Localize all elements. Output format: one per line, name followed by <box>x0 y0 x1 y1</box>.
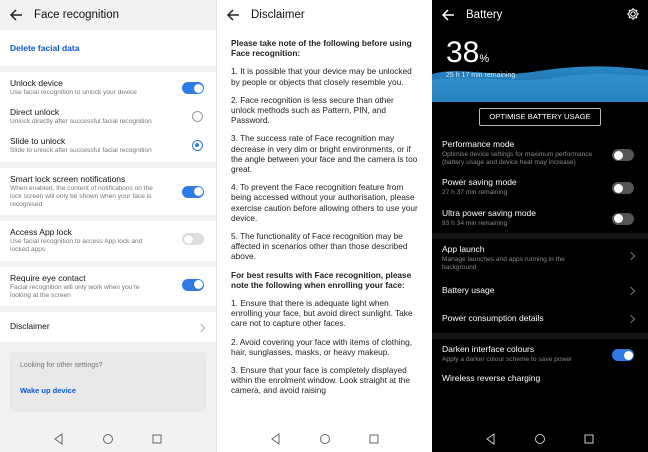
ultra-power-saving-label: Ultra power saving mode <box>442 207 537 218</box>
back-arrow-icon[interactable] <box>8 7 24 23</box>
nav-recents-icon[interactable] <box>368 433 380 445</box>
best-results-heading: For best results with Face recognition, please note the following when enrolling your face: <box>231 269 412 290</box>
disclaimer-row[interactable] <box>0 312 216 342</box>
app-lock-row[interactable] <box>0 221 216 260</box>
direct-unlock-label: Direct unlock <box>10 107 60 118</box>
direct-unlock-row[interactable] <box>0 103 216 132</box>
ultra-power-saving-toggle[interactable] <box>612 213 634 225</box>
nav-home-icon[interactable] <box>102 433 114 445</box>
page-title: Disclaimer <box>251 9 305 21</box>
disclaimer-screen <box>216 0 432 452</box>
battery-header <box>432 0 648 30</box>
unlock-device-row[interactable] <box>0 72 216 103</box>
eye-contact-row[interactable] <box>0 267 216 306</box>
nav-bar <box>217 426 432 452</box>
battery-screen <box>432 0 648 452</box>
direct-unlock-desc: Unlock directly after successful facial recognition <box>10 118 152 126</box>
battery-percent-value: 38 <box>446 36 480 69</box>
darken-colours-desc: Apply a darker colour scheme to save power <box>442 356 573 364</box>
wake-up-device-link[interactable]: Wake up device <box>20 386 76 396</box>
power-saving-desc: 27 h 37 min remaining <box>442 189 508 197</box>
eye-contact-desc: Facial recognition will only work when you're looking at the screen <box>10 283 140 299</box>
nav-back-icon[interactable] <box>53 433 65 445</box>
optimise-battery-button[interactable]: OPTIMISE BATTERY USAGE <box>479 108 601 126</box>
app-lock-toggle[interactable] <box>182 233 204 245</box>
slide-unlock-label: Slide to unlock <box>10 136 66 147</box>
wireless-reverse-row[interactable] <box>432 369 648 390</box>
gear-icon[interactable] <box>626 7 640 21</box>
disclaimer-label: Disclaimer <box>10 321 50 332</box>
battery-usage-label: Battery usage <box>442 285 495 296</box>
face-header <box>0 0 216 30</box>
battery-usage-row[interactable] <box>432 277 648 305</box>
slide-unlock-desc: Slide to unlock after successful facial recognition <box>10 147 152 155</box>
nav-recents-icon[interactable] <box>583 433 595 445</box>
best-results-item: 3. Ensure that your face is completely displayed within the enrolment window. Look straight at the camera, and avoid raising <box>231 365 410 396</box>
battery-remaining: 25 h 17 min remaining <box>446 72 516 79</box>
best-results-item: 1. Ensure that there is adequate light when enrolling your face, but avoid direct sunlight. Take care not to capture other faces. <box>231 298 413 329</box>
performance-mode-label: Performance mode <box>442 139 515 149</box>
other-settings-question: Looking for other settings? <box>20 362 103 370</box>
nav-home-icon[interactable] <box>319 433 331 445</box>
disclaimer-body <box>217 30 432 396</box>
unlock-device-toggle[interactable] <box>182 82 204 94</box>
nav-back-icon[interactable] <box>270 433 282 445</box>
darken-colours-row[interactable] <box>432 339 648 369</box>
power-saving-toggle[interactable] <box>612 182 634 194</box>
battery-level-display <box>432 30 648 102</box>
power-details-label: Power consumption details <box>442 313 544 324</box>
disclaimer-item: 3. The success rate of Face recognition may decrease in very dim or bright environments, or if the angle between your face and the camera is too great. <box>231 133 418 175</box>
eye-contact-toggle[interactable] <box>182 279 204 291</box>
app-launch-label: App launch <box>442 243 485 254</box>
back-arrow-icon[interactable] <box>225 7 241 23</box>
smart-lock-row[interactable] <box>0 168 216 216</box>
app-launch-desc: Manage launches and apps running in the background <box>442 255 565 272</box>
unlock-device-desc: Use facial recognition to unlock your device <box>10 89 137 96</box>
smart-lock-toggle[interactable] <box>182 186 204 198</box>
disclaimer-intro: Please take note of the following before using Face recognition: <box>231 38 412 59</box>
other-settings-box <box>10 352 206 412</box>
power-saving-row[interactable] <box>432 172 648 202</box>
power-details-row[interactable] <box>432 305 648 333</box>
battery-percent <box>446 36 489 70</box>
page-title: Face recognition <box>34 9 120 21</box>
disclaimer-item: 4. To prevent the Face recognition feature from being accessed without your authorisation, please exercise caution before allowing others to use your device. <box>231 182 418 223</box>
darken-colours-toggle[interactable] <box>612 349 634 361</box>
unlock-device-label: Unlock device <box>10 78 63 88</box>
page-title: Battery <box>466 9 503 21</box>
nav-bar <box>0 426 216 452</box>
power-saving-label: Power saving mode <box>442 177 517 188</box>
delete-facial-data-link[interactable]: Delete facial data <box>10 43 80 53</box>
nav-back-icon[interactable] <box>485 433 497 445</box>
eye-contact-label: Require eye contact <box>10 272 86 283</box>
smart-lock-label: Smart lock screen notifications <box>10 173 126 184</box>
ultra-power-saving-row[interactable] <box>432 203 648 233</box>
app-lock-desc: Use facial recognition to access App lock and locked apps <box>10 238 143 254</box>
battery-percent-sign: % <box>479 53 490 65</box>
disclaimer-header <box>217 0 432 30</box>
disclaimer-item: 1. It is possible that your device may be unlocked by people or objects that closely resemble you. <box>231 66 412 87</box>
face-recognition-screen <box>0 0 216 452</box>
wireless-reverse-label: Wireless reverse charging <box>442 373 541 384</box>
back-arrow-icon[interactable] <box>440 7 456 23</box>
disclaimer-item: 5. The functionality of Face recognition may be affected in scenarios other than those described above. <box>231 231 408 262</box>
app-launch-row[interactable] <box>432 239 648 277</box>
best-results-item: 2. Avoid covering your face with items of clothing, hair, sunglasses, masks, or heavy makeup. <box>231 336 413 357</box>
slide-unlock-row[interactable] <box>0 132 216 161</box>
performance-mode-row[interactable] <box>432 134 648 172</box>
delete-facial-data-row[interactable] <box>0 30 216 66</box>
nav-bar <box>432 426 648 452</box>
performance-mode-desc: Optimise device settings for maximum performance (battery usage and device heat may increase) <box>442 151 593 167</box>
ultra-power-saving-desc: 93 h 34 min remaining <box>442 219 508 227</box>
nav-home-icon[interactable] <box>534 433 546 445</box>
app-lock-label: Access App lock <box>10 227 72 238</box>
performance-mode-toggle[interactable] <box>612 149 634 161</box>
smart-lock-desc: When enabled, the content of notifications on the lock screen will only be shown when your face is recognised <box>10 184 153 209</box>
disclaimer-item: 2. Face recognition is less secure than other unlock methods such as Pattern, PIN, and Password. <box>231 94 394 126</box>
darken-colours-label: Darken interface colours <box>442 344 535 355</box>
nav-recents-icon[interactable] <box>151 433 163 445</box>
